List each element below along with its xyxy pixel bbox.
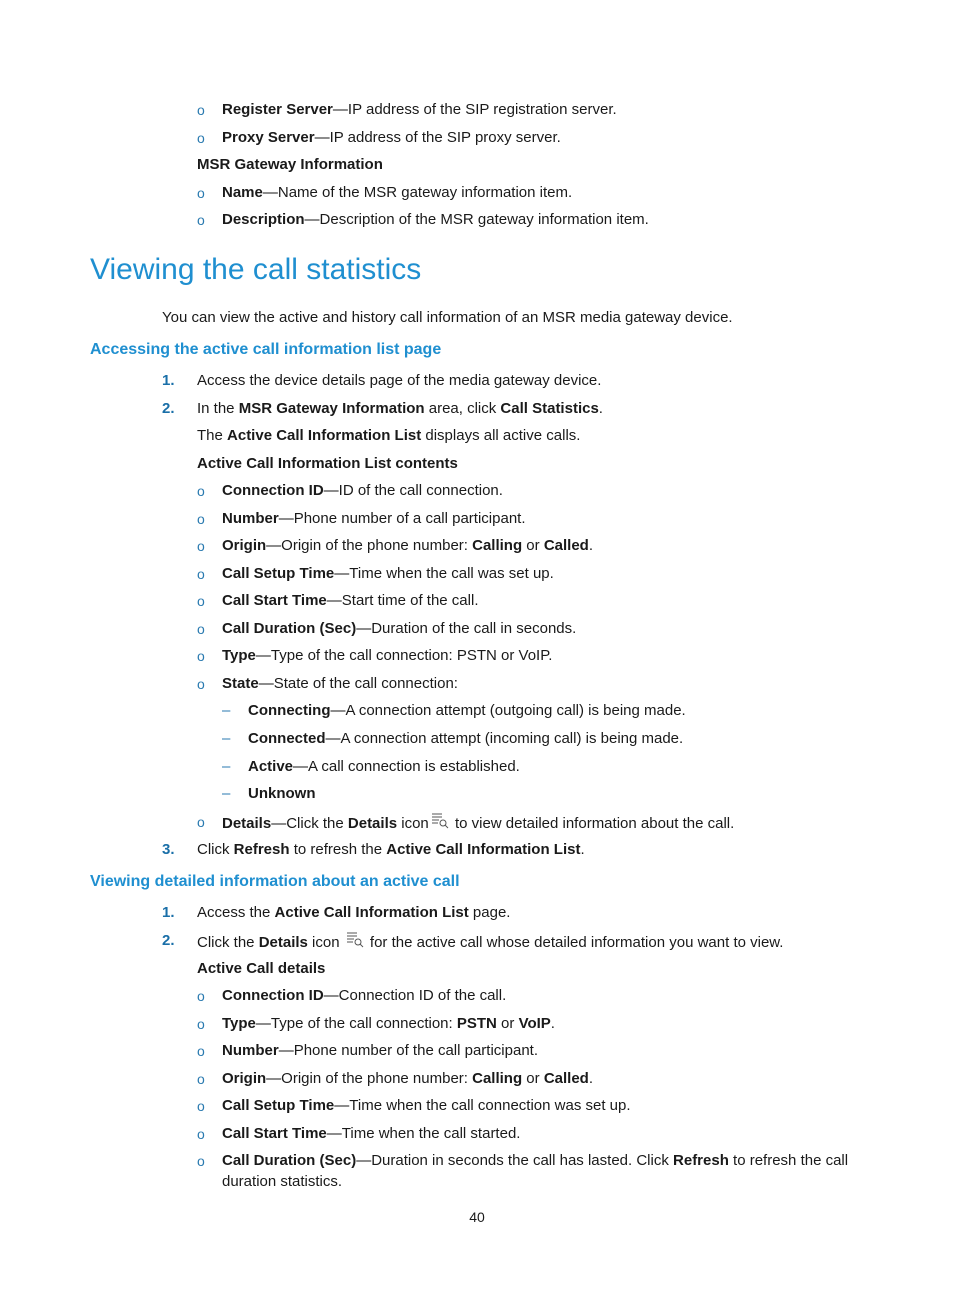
text-run-bold: Calling [472, 1070, 523, 1087]
list-bullet: o [197, 185, 205, 201]
intro-paragraph: You can view the active and history call information of an MSR media gateway device. [162, 309, 733, 326]
sublist-item [248, 757, 520, 777]
item-text: —Duration of the call in seconds. [356, 620, 577, 637]
step-note [197, 426, 580, 446]
item-text: —Time when the call started. [326, 1125, 521, 1142]
item-text: —Type of the call connection: [255, 1015, 457, 1032]
text-run: icon [307, 934, 344, 951]
item-text: —Time when the call connection was set up. [334, 1097, 631, 1114]
text-run-bold: Called [543, 537, 589, 554]
sublist-item [248, 701, 686, 721]
item-text: —Description of the MSR gateway information item. [304, 211, 649, 228]
list-item [222, 986, 506, 1006]
list-item [222, 210, 649, 230]
sublist-dash: – [222, 702, 231, 719]
text-run: —Duration in seconds the call has lasted. Click [356, 1152, 674, 1169]
item-text: —Connection ID of the call. [323, 987, 507, 1004]
item-text: —Phone number of a call participant. [278, 510, 526, 527]
item-label: Name [222, 184, 263, 201]
text-run: . [580, 841, 585, 858]
text-run-bold: VoIP [518, 1015, 551, 1032]
text-run: to refresh the [289, 841, 387, 858]
text-run-bold: Refresh [233, 841, 290, 858]
details-icon [431, 812, 449, 836]
text-run: Click the [197, 934, 259, 951]
list-bullet: o [197, 593, 205, 609]
item-text: —Start time of the call. [326, 592, 479, 609]
list-bullet: o [197, 1071, 205, 1087]
text-run: displays all active calls. [421, 427, 581, 444]
text-run: icon [397, 815, 429, 832]
step-number: 2. [162, 932, 175, 949]
list-bullet: o [197, 1153, 205, 1169]
text-run: or [496, 1015, 519, 1032]
list-bullet: o [197, 130, 205, 146]
item-label: Origin [222, 1070, 267, 1087]
item-label: Connection ID [222, 482, 324, 499]
page-number: 40 [469, 1209, 485, 1225]
list-heading: Active Call details [197, 960, 326, 977]
item-text: —Origin of the phone number: [266, 1070, 473, 1087]
text-run-bold: Details [258, 934, 308, 951]
list-bullet: o [197, 814, 205, 830]
item-text: —A connection attempt (outgoing call) is being made. [330, 702, 686, 719]
list-item [222, 1014, 555, 1034]
item-label: Proxy Server [222, 129, 315, 146]
list-item [222, 1124, 520, 1144]
step-number: 2. [162, 400, 175, 417]
list-bullet: o [197, 988, 205, 1004]
text-run: for the active call whose detailed information you want to view. [365, 934, 784, 951]
item-text: —A connection attempt (incoming call) is being made. [325, 730, 684, 747]
item-text: —State of the call connection: [258, 675, 458, 692]
text-run: area, click [424, 400, 501, 417]
item-label: Call Setup Time [222, 565, 335, 582]
text-run: . [550, 1015, 555, 1032]
step-text [197, 840, 585, 860]
list-item [222, 128, 561, 148]
text-run: Access the [197, 904, 275, 921]
item-label: Description [222, 211, 305, 228]
item-text: —Name of the MSR gateway information item. [262, 184, 573, 201]
step-number: 1. [162, 372, 175, 389]
list-bullet: o [197, 676, 205, 692]
list-bullet: o [197, 621, 205, 637]
item-label: Call Duration (Sec) [222, 620, 357, 637]
text-run-bold: Active Call Information List [274, 904, 469, 921]
list-item [222, 100, 617, 120]
item-label: Call Setup Time [222, 1097, 335, 1114]
item-text: —IP address of the SIP proxy server. [314, 129, 561, 146]
item-label: Connected [248, 730, 326, 747]
msr-heading: MSR Gateway Information [197, 156, 383, 173]
step-text: Access the device details page of the media gateway device. [197, 372, 602, 389]
list-item [222, 1151, 848, 1171]
step-text [197, 399, 603, 419]
text-run-bold: Calling [472, 537, 523, 554]
item-label: Number [222, 510, 279, 527]
item-label: Call Start Time [222, 1125, 327, 1142]
item-text: —IP address of the SIP registration server. [332, 101, 617, 118]
text-run: —Click the [271, 815, 348, 832]
list-item [222, 183, 572, 203]
list-bullet: o [197, 538, 205, 554]
list-item [222, 619, 576, 639]
list-bullet: o [197, 483, 205, 499]
text-run-bold: Called [543, 1070, 589, 1087]
item-text: —Origin of the phone number: [266, 537, 473, 554]
sublist-dash: – [222, 730, 231, 747]
text-run-bold: PSTN [456, 1015, 497, 1032]
item-label: Number [222, 1042, 279, 1059]
list-bullet: o [197, 212, 205, 228]
item-text: —Phone number of the call participant. [278, 1042, 539, 1059]
text-run: . [588, 1070, 594, 1087]
subsection-title-active-list: Accessing the active call information list page [90, 341, 442, 358]
text-run-bold: MSR Gateway Information [238, 400, 425, 417]
list-bullet: o [197, 1098, 205, 1114]
list-bullet: o [197, 648, 205, 664]
text-run: page. [468, 904, 511, 921]
section-title: Viewing the call statistics [90, 253, 422, 286]
text-run-bold: Active Call Information List [386, 841, 581, 858]
item-label: Call Start Time [222, 592, 327, 609]
details-icon [346, 931, 364, 955]
item-label: State [222, 675, 259, 692]
text-run: Click [197, 841, 234, 858]
item-label: Call Duration (Sec) [222, 1152, 357, 1169]
list-bullet: o [197, 1043, 205, 1059]
text-run: or [522, 537, 544, 554]
text-run-bold: Refresh [673, 1152, 729, 1169]
list-item [222, 536, 593, 556]
text-run-bold: Active Call Information List [227, 427, 422, 444]
text-run-bold: Details [347, 815, 398, 832]
list-item-continuation: duration statistics. [222, 1173, 343, 1190]
list-item [222, 564, 554, 584]
item-text: —Time when the call was set up. [334, 565, 554, 582]
list-bullet: o [197, 566, 205, 582]
list-item [222, 481, 503, 501]
item-label: Register Server [222, 101, 333, 118]
text-run-bold: Call Statistics [500, 400, 599, 417]
item-label: Unknown [248, 785, 316, 802]
list-item [222, 812, 734, 836]
subsection-title-call-details: Viewing detailed information about an active call [90, 873, 460, 890]
item-label: Type [222, 1015, 256, 1032]
sublist-dash: – [222, 758, 231, 775]
step-number: 1. [162, 904, 175, 921]
list-item [222, 646, 552, 666]
item-text: —A call connection is established. [293, 758, 520, 775]
item-label: Origin [222, 537, 267, 554]
list-bullet: o [197, 511, 205, 527]
list-bullet: o [197, 1126, 205, 1142]
step-number: 3. [162, 841, 175, 858]
sublist-item [248, 729, 683, 749]
sublist-item [248, 784, 316, 804]
item-text: —ID of the call connection. [323, 482, 503, 499]
list-bullet: o [197, 1016, 205, 1032]
text-run: to view detailed information about the call. [450, 815, 735, 832]
item-label: Active [248, 758, 294, 775]
item-label: Details [222, 815, 272, 832]
text-run: . [588, 537, 594, 554]
text-run: or [522, 1070, 544, 1087]
item-label: Connection ID [222, 987, 324, 1004]
text-run: In the [197, 400, 239, 417]
text-run: to refresh the call [728, 1152, 849, 1169]
item-label: Type [222, 647, 256, 664]
list-item [222, 591, 479, 611]
text-run: The [197, 427, 228, 444]
list-item [222, 674, 458, 694]
list-item [222, 509, 526, 529]
list-item [222, 1041, 538, 1061]
list-bullet: o [197, 102, 205, 118]
step-text [197, 931, 783, 955]
item-text: —Type of the call connection: PSTN or VoIP. [255, 647, 553, 664]
list-item [222, 1069, 593, 1089]
list-item [222, 1096, 631, 1116]
item-label: Connecting [248, 702, 331, 719]
list-heading: Active Call Information List contents [197, 455, 458, 472]
text-run: . [598, 400, 603, 417]
step-text [197, 903, 510, 923]
sublist-dash: – [222, 785, 231, 802]
